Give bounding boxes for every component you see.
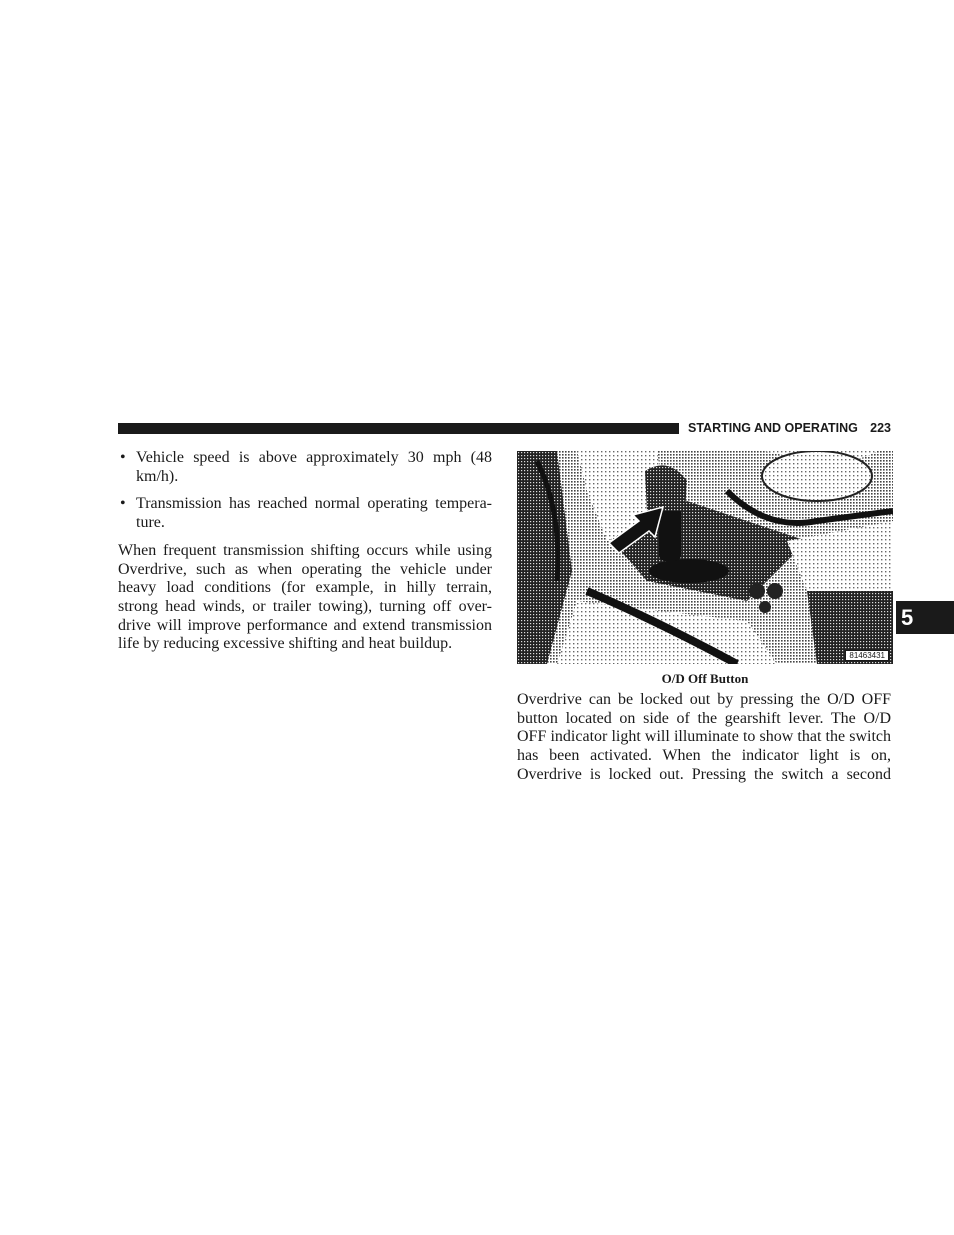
header-rule — [118, 423, 679, 434]
chapter-tab: 5 — [896, 601, 954, 634]
right-column — [517, 691, 891, 785]
page-number: 223 — [870, 421, 891, 435]
bullet-item: • Vehicle speed is above approximately 30 mph (48 km/h). — [118, 449, 492, 486]
bullet-item: • Transmission has reached normal operating tempera-ture. — [118, 495, 492, 532]
gearshift-illustration — [517, 451, 893, 664]
console-drawing — [517, 451, 893, 664]
figure-id-label: 81463431 — [845, 650, 889, 661]
body-paragraph: Overdrive can be locked out by pressing the O/D OFF button located on side of the gearshift lever. The O/D OFF indicator light will illuminate to show that the switch has been activated. When the indicator light is on, Overdrive is locked out. Pressing the switch a second — [517, 691, 891, 783]
running-header — [688, 420, 891, 436]
body-paragraph: When frequent transmission shifting occurs while using Overdrive, such as when operating the vehicle under heavy load conditions (for example, in hilly terrain, strong head winds, or trailer towing), turning off over-drive will improve performance and extend transmission life by reducing excessive shifting and heat buildup. — [118, 541, 492, 653]
section-title: STARTING AND OPERATING — [688, 421, 858, 435]
left-column — [118, 449, 492, 654]
figure-caption: O/D Off Button — [661, 671, 749, 686]
